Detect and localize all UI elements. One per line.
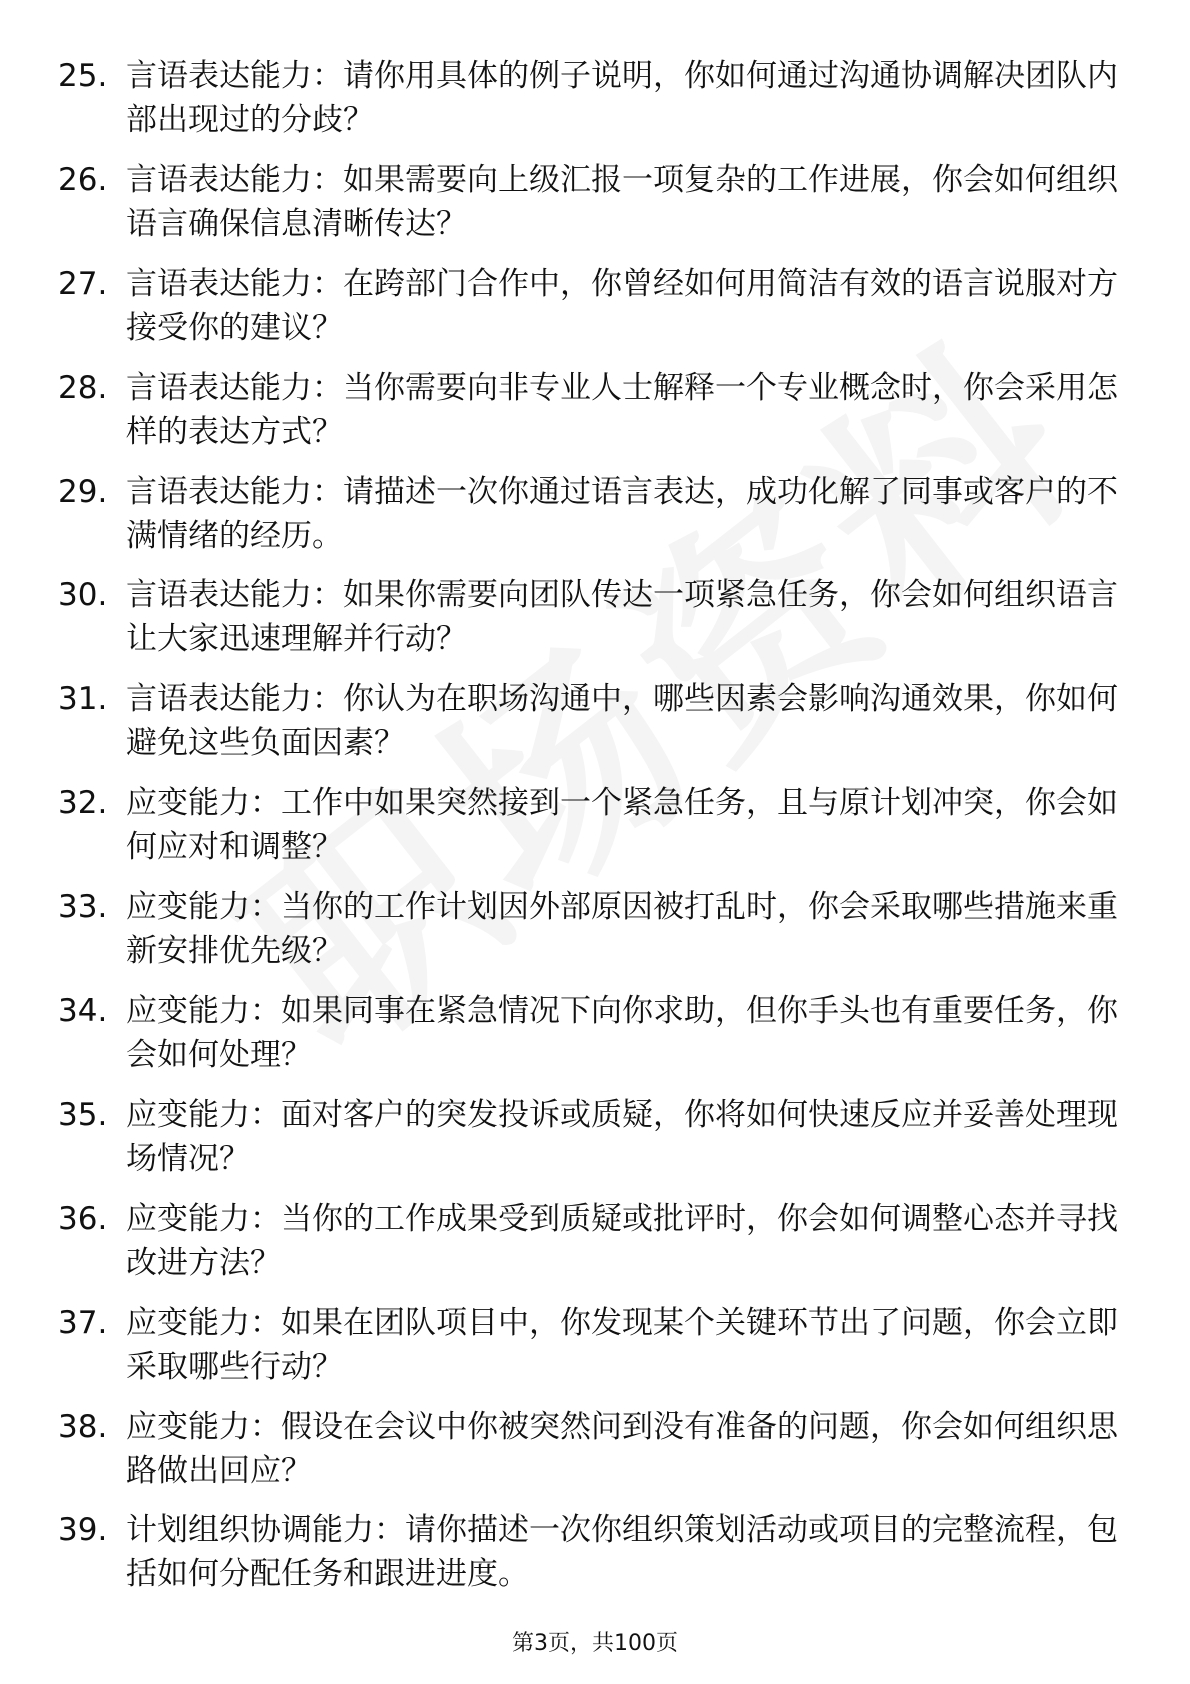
question-list [58,54,1118,1612]
question-number: 30. [58,577,108,614]
question-text: 应变能力：面对客户的突发投诉或质疑，你将如何快速反应并妥善处理现场情况？ [126,1096,1118,1177]
question-number: 37. [58,1304,108,1341]
question-number: 34. [58,993,108,1030]
list-item [58,677,1118,781]
question-text: 应变能力：假设在会议中你被突然问到没有准备的问题，你会如何组织思路做出回应？ [126,1408,1118,1489]
list-item [58,989,1118,1093]
page-footer: 第3页，共100页 [512,1631,678,1656]
list-item [58,158,1118,262]
question-number: 31. [58,681,108,718]
list-item [58,54,1118,158]
list-item [58,1508,1118,1612]
question-number: 39. [58,1512,108,1549]
list-item [58,885,1118,989]
question-text: 言语表达能力：请描述一次你通过语言表达，成功化解了同事或客户的不满情绪的经历。 [126,473,1118,554]
question-text: 应变能力：当你的工作成果受到质疑或批评时，你会如何调整心态并寻找改进方法？ [126,1200,1118,1281]
list-item [58,781,1118,885]
list-item [58,1197,1118,1301]
question-number: 33. [58,889,108,926]
question-text: 言语表达能力：如果需要向上级汇报一项复杂的工作进展，你会如何组织语言确保信息清晰传达？ [126,161,1118,242]
question-number: 38. [58,1408,108,1445]
question-text: 应变能力：当你的工作计划因外部原因被打乱时，你会采取哪些措施来重新安排优先级？ [126,889,1118,970]
question-number: 28. [58,369,108,406]
question-text: 言语表达能力：你认为在职场沟通中，哪些因素会影响沟通效果，你如何避免这些负面因素？ [126,681,1118,762]
question-text: 言语表达能力：如果你需要向团队传达一项紧急任务，你会如何组织语言让大家迅速理解并行动？ [126,577,1118,658]
question-number: 35. [58,1096,108,1133]
list-item [58,366,1118,470]
question-text: 言语表达能力：当你需要向非专业人士解释一个专业概念时，你会采用怎样的表达方式？ [126,369,1118,450]
question-text: 计划组织协调能力：请你描述一次你组织策划活动或项目的完整流程，包括如何分配任务和跟进进度。 [126,1512,1118,1593]
question-text: 应变能力：如果同事在紧急情况下向你求助，但你手头也有重要任务，你会如何处理？ [126,993,1118,1074]
question-text: 应变能力：工作中如果突然接到一个紧急任务，且与原计划冲突，你会如何应对和调整？ [126,785,1118,866]
list-item [58,1301,1118,1405]
question-number: 29. [58,473,108,510]
list-item [58,262,1118,366]
question-text: 应变能力：如果在团队项目中，你发现某个关键环节出了问题，你会立即采取哪些行动？ [126,1304,1118,1385]
question-text: 言语表达能力：请你用具体的例子说明，你如何通过沟通协调解决团队内部出现过的分歧？ [126,58,1118,138]
list-item [58,1093,1118,1197]
question-number: 32. [58,785,108,822]
question-number: 27. [58,265,108,302]
question-number: 25. [58,58,108,94]
list-item [58,1405,1118,1509]
list-item [58,573,1118,677]
question-number: 36. [58,1200,108,1237]
question-text: 言语表达能力：在跨部门合作中，你曾经如何用简洁有效的语言说服对方接受你的建议？ [126,265,1118,346]
question-number: 26. [58,161,108,198]
list-item [58,470,1118,574]
